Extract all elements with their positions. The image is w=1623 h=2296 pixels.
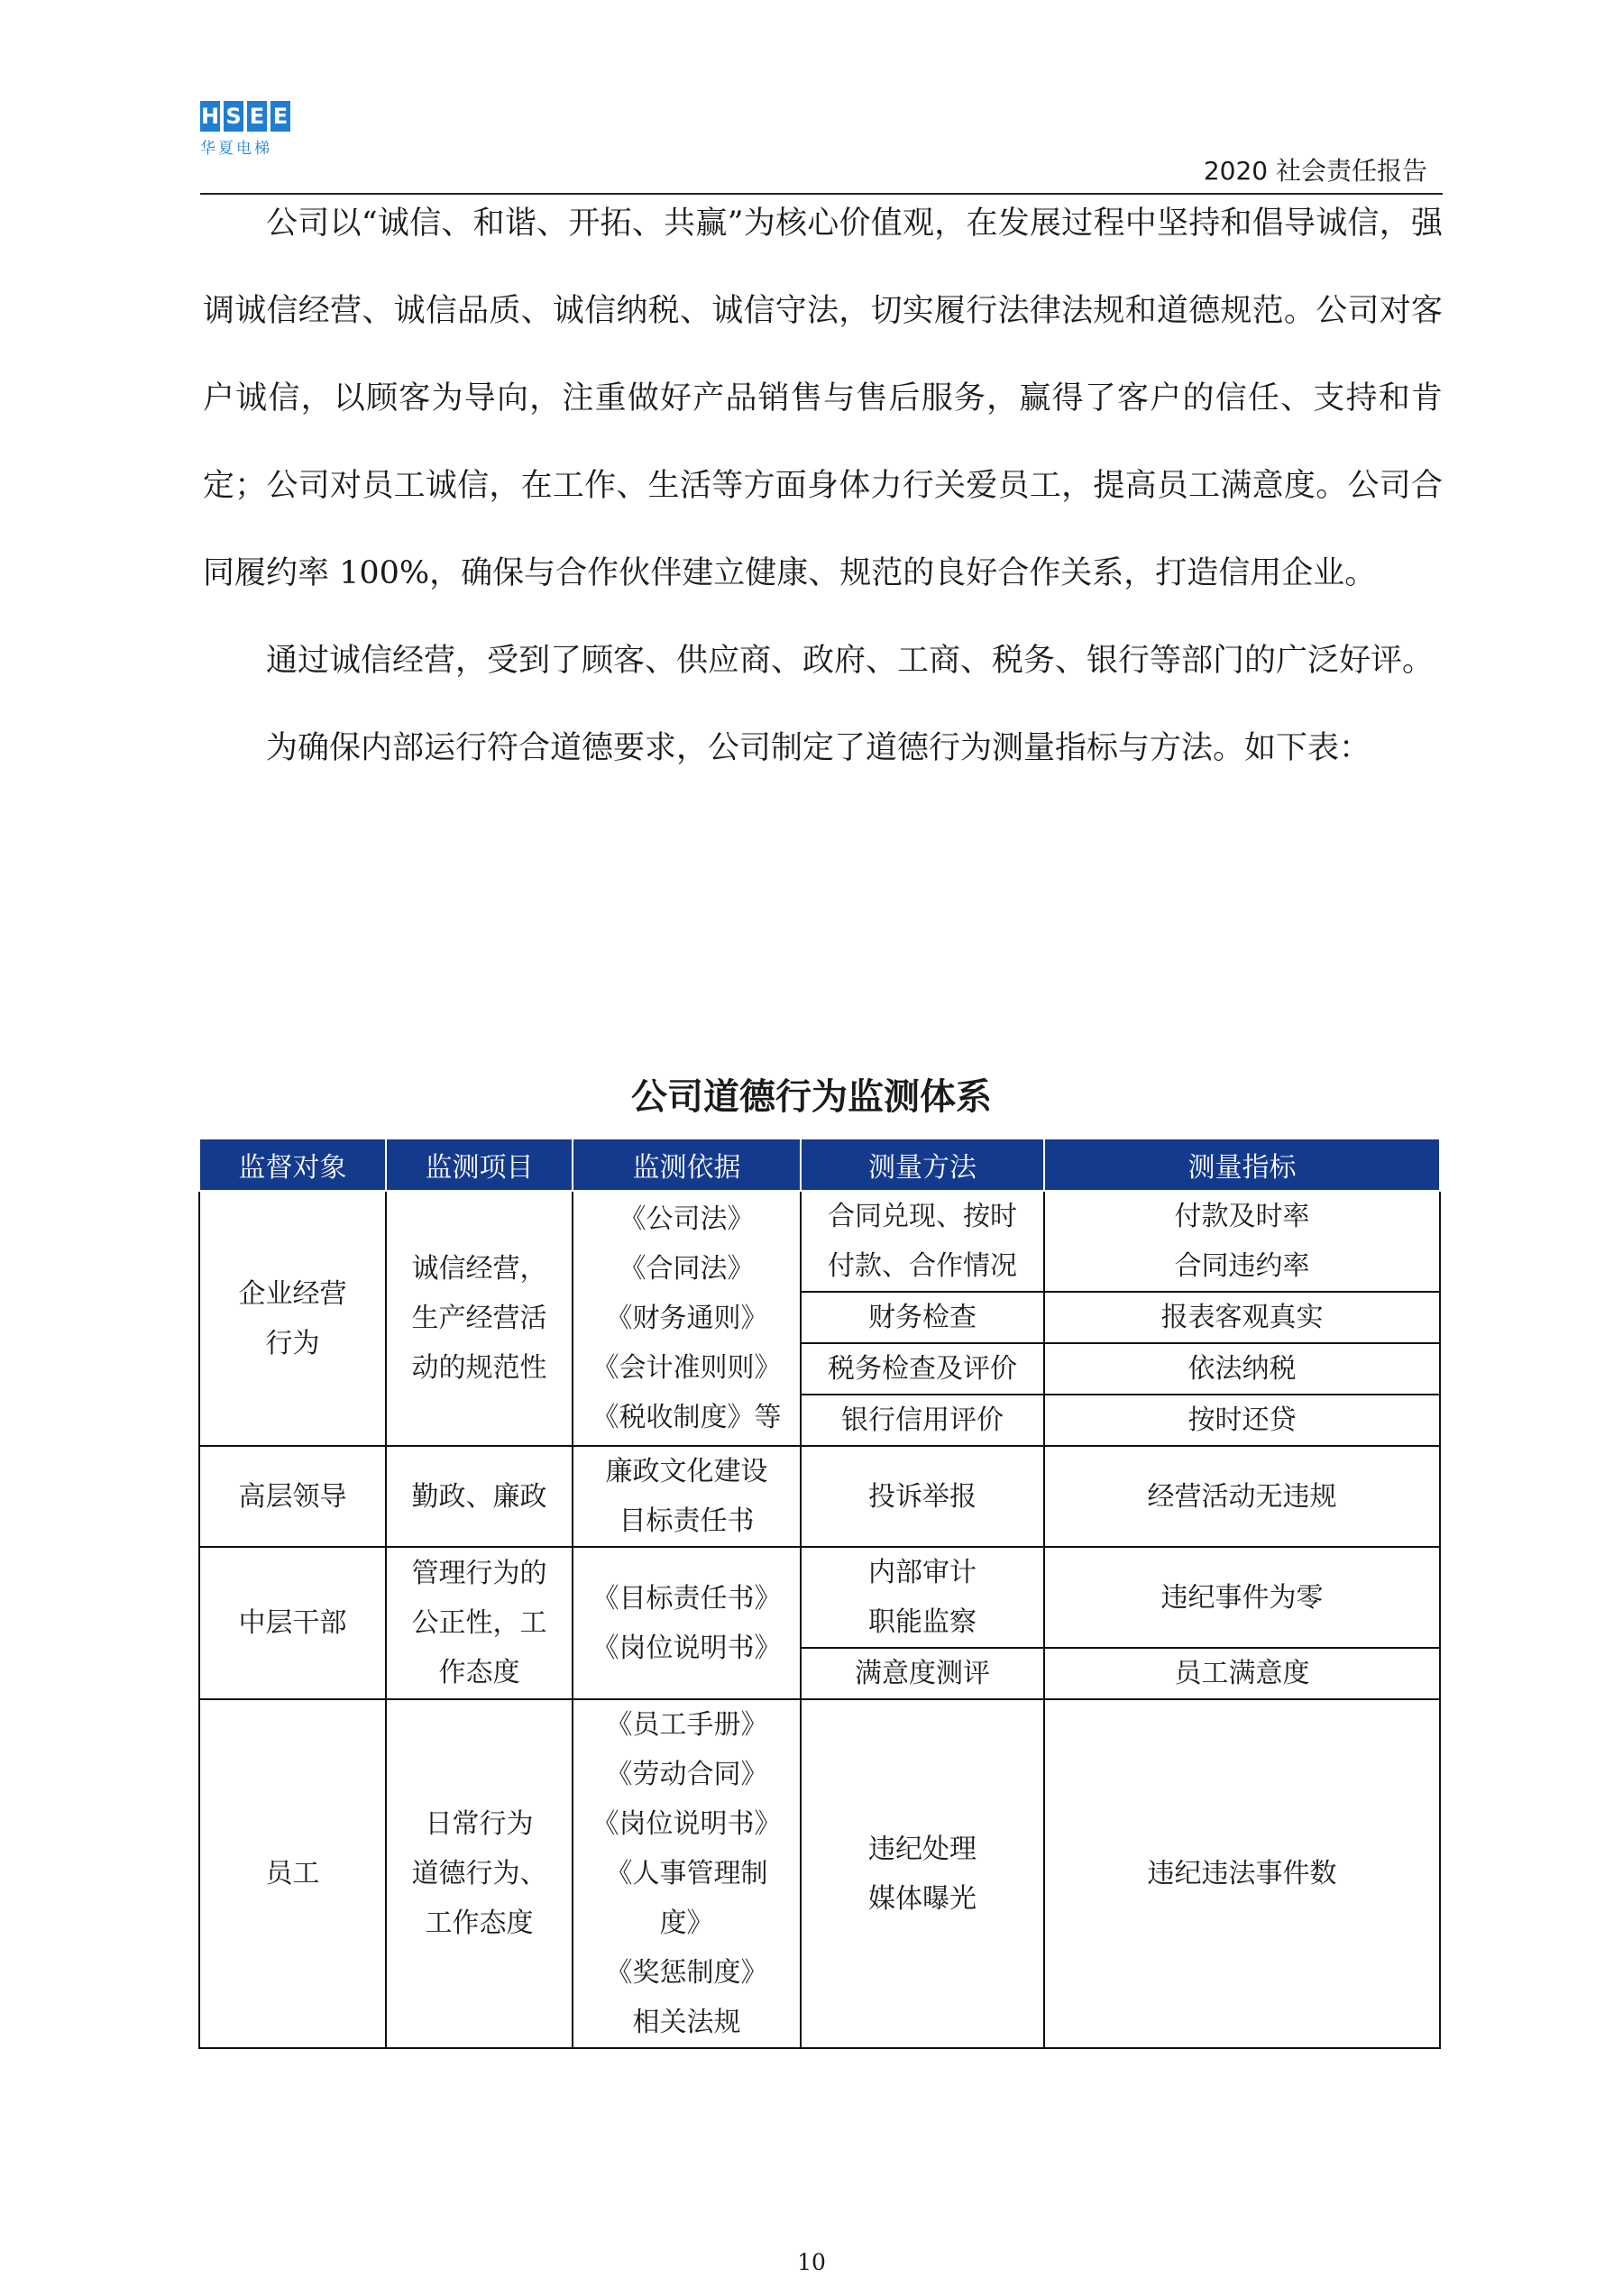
paragraph: 通过诚信经营，受到了顾客、供应商、政府、工商、税务、银行等部门的广泛好评。 <box>266 643 1435 679</box>
cell-measure-indicator: 员工满意度 <box>1044 1648 1440 1699</box>
cell-monitor-basis: 《目标责任书》 《岗位说明书》 <box>573 1547 801 1699</box>
cell-measure-method: 内部审计 职能监察 <box>801 1547 1044 1648</box>
body-text <box>203 180 1443 792</box>
logo-letter: S <box>224 101 243 132</box>
cell-monitor-item: 管理行为的 公正性，工 作态度 <box>386 1547 573 1699</box>
cell-monitor-object: 中层干部 <box>199 1547 386 1699</box>
cell-measure-method: 银行信用评价 <box>801 1395 1044 1446</box>
paragraph: 公司以“诚信、和谐、开拓、共赢”为核心价值观，在发展过程中坚持和倡导诚信，强调诚信经营、诚信品质、诚信纳税、诚信守法，切实履行法律法规和道德规范。公司对客户诚信，以顾客为导向，注重做好产品销售与售后服务，赢得了客户的信任、支持和肯定；公司对员工诚信，在工作、生活等方面身体力行关爱员工，提高员工满意度。公司合同履约率 100%，确保与合作伙伴建立健康、规范的良好合作关系，打造信用企业。 <box>203 206 1443 591</box>
column-header: 监测项目 <box>386 1139 573 1191</box>
cell-measure-method: 满意度测评 <box>801 1648 1044 1699</box>
company-logo <box>200 101 299 158</box>
cell-monitor-item: 日常行为 道德行为、 工作态度 <box>386 1699 573 2048</box>
cell-measure-indicator: 经营活动无违规 <box>1044 1446 1440 1547</box>
cell-monitor-basis: 廉政文化建设 目标责任书 <box>573 1446 801 1547</box>
table-row <box>199 1699 1440 2048</box>
table-row <box>199 1446 1440 1547</box>
table-body <box>199 1191 1440 2048</box>
cell-measure-method: 合同兑现、按时 付款、合作情况 <box>801 1191 1044 1292</box>
cell-monitor-item: 勤政、廉政 <box>386 1446 573 1547</box>
table-title: 公司道德行为监测体系 <box>631 1076 992 1118</box>
logo-letter: H <box>200 101 220 132</box>
cell-measure-method: 违纪处理 媒体曝光 <box>801 1699 1044 2048</box>
cell-measure-method: 投诉举报 <box>801 1446 1044 1547</box>
table-header <box>199 1139 1440 1191</box>
cell-measure-indicator: 违纪事件为零 <box>1044 1547 1440 1648</box>
column-header: 测量指标 <box>1044 1139 1440 1191</box>
report-title: 2020 社会责任报告 <box>1203 156 1427 186</box>
logo-letter: E <box>270 101 290 132</box>
page-number: 10 <box>797 2249 826 2275</box>
cell-measure-indicator: 依法纳税 <box>1044 1343 1440 1395</box>
cell-measure-method: 财务检查 <box>801 1292 1044 1343</box>
cell-monitor-object: 企业经营 行为 <box>199 1191 386 1446</box>
cell-monitor-object: 员工 <box>199 1699 386 2048</box>
cell-monitor-object: 高层领导 <box>199 1446 386 1547</box>
cell-measure-indicator: 违纪违法事件数 <box>1044 1699 1440 2048</box>
cell-measure-indicator: 报表客观真实 <box>1044 1292 1440 1343</box>
column-header: 监督对象 <box>199 1139 386 1191</box>
table-header-row <box>199 1139 1440 1191</box>
logo-letter: E <box>247 101 267 132</box>
cell-monitor-item: 诚信经营， 生产经营活 动的规范性 <box>386 1191 573 1446</box>
column-header: 测量方法 <box>801 1139 1044 1191</box>
cell-measure-indicator: 按时还贷 <box>1044 1395 1440 1446</box>
table-row <box>199 1191 1440 1292</box>
column-header: 监测依据 <box>573 1139 801 1191</box>
table-row <box>199 1547 1440 1648</box>
logo-company-name: 华夏电梯 <box>200 140 272 158</box>
cell-monitor-basis: 《员工手册》 《劳动合同》 《岗位说明书》 《人事管理制度》 《奖惩制度》 相关法规 <box>573 1699 801 2048</box>
cell-measure-method: 税务检查及评价 <box>801 1343 1044 1395</box>
cell-measure-indicator: 付款及时率 合同违约率 <box>1044 1191 1440 1292</box>
logo-letters <box>200 101 299 132</box>
ethics-monitoring-table <box>198 1138 1441 2049</box>
paragraph: 为确保内部运行符合道德要求，公司制定了道德行为测量指标与方法。如下表： <box>266 730 1371 766</box>
cell-monitor-basis: 《公司法》 《合同法》 《财务通则》 《会计准则则》 《税收制度》等 <box>573 1191 801 1446</box>
